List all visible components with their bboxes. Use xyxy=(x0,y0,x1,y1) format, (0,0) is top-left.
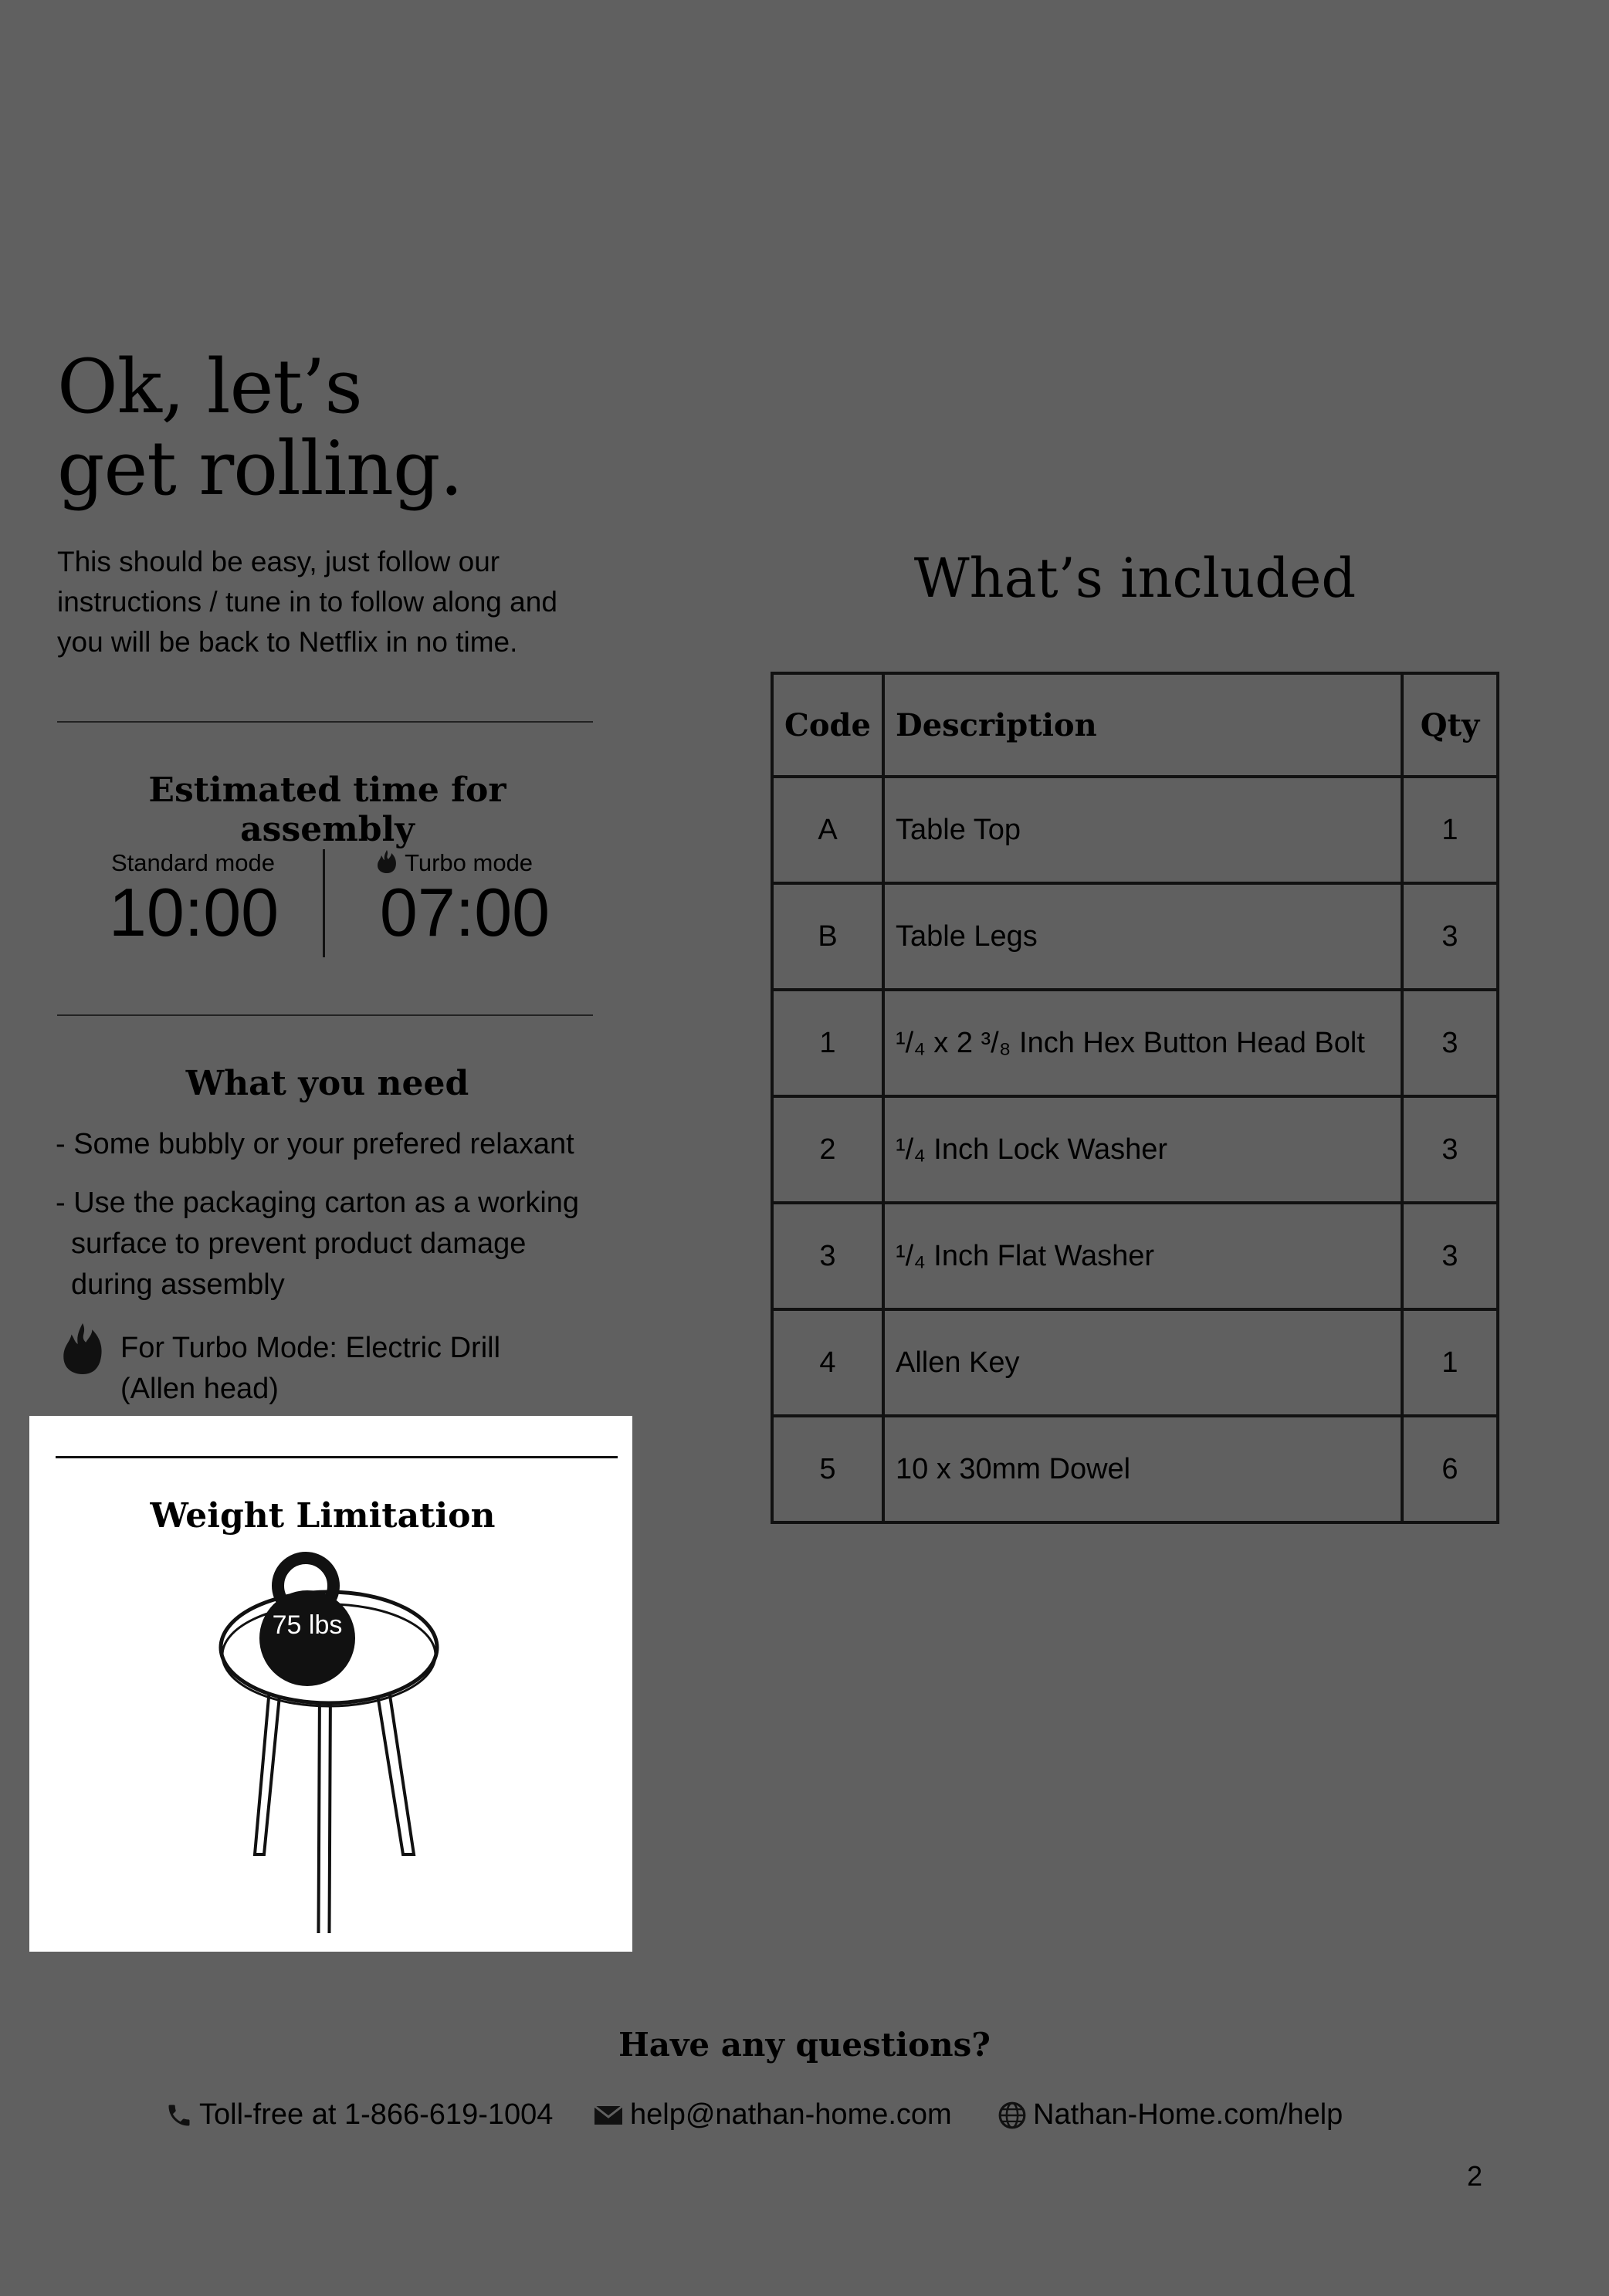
table-row xyxy=(772,1203,1498,1309)
part-code: 3 xyxy=(772,1203,883,1309)
page-title xyxy=(57,346,551,510)
turbo-note: For Turbo Mode: Electric Drill (Allen head) xyxy=(120,1332,501,1405)
part-qty: 3 xyxy=(1402,883,1498,990)
standard-mode-time: 10:00 xyxy=(108,874,279,950)
contact-website[interactable] xyxy=(998,2098,1343,2132)
weight-limit-value: 75 lbs xyxy=(272,1610,343,1640)
part-qty: 3 xyxy=(1402,990,1498,1096)
part-code: 1 xyxy=(772,990,883,1096)
contact-email[interactable] xyxy=(593,2098,952,2132)
part-code: A xyxy=(772,777,883,883)
turbo-mode-label: Turbo mode xyxy=(405,849,534,876)
email-text: help@nathan-home.com xyxy=(630,2098,952,2131)
table-row xyxy=(772,990,1498,1096)
part-code: 2 xyxy=(772,1096,883,1203)
weight-panel xyxy=(29,1416,632,1952)
intro-text: This should be easy, just follow our instructions / tune in to follow along and you will be back to Netflix in no time. xyxy=(57,546,557,658)
part-qty: 1 xyxy=(1402,1309,1498,1416)
flame-icon xyxy=(59,1322,107,1376)
globe-icon xyxy=(998,2101,1027,2130)
included-heading: What’s included xyxy=(913,547,1357,610)
part-qty: 6 xyxy=(1402,1416,1498,1522)
part-description: Allen Key xyxy=(883,1309,1402,1416)
time-divider xyxy=(323,849,325,957)
part-description: Table Top xyxy=(883,777,1402,883)
divider xyxy=(57,721,593,723)
divider xyxy=(56,1456,618,1458)
phone-icon xyxy=(165,2101,193,2129)
header-qty: Qty xyxy=(1402,673,1498,777)
table-row xyxy=(772,777,1498,883)
need-heading: What you need xyxy=(185,1064,469,1103)
phone-text: Toll-free at 1-866-619-1004 xyxy=(199,2098,554,2131)
part-description: Table Legs xyxy=(883,883,1402,990)
part-description: ¹/₄ x 2 ³/₈ Inch Hex Button Head Bolt xyxy=(883,990,1402,1096)
table-row xyxy=(772,1416,1498,1522)
part-qty: 3 xyxy=(1402,1203,1498,1309)
estimate-heading: Estimated time for assembly xyxy=(148,770,506,849)
part-qty: 1 xyxy=(1402,777,1498,883)
page-number: 2 xyxy=(1466,2160,1483,2192)
side-table-illustration xyxy=(199,1539,477,1933)
table-row xyxy=(772,883,1498,990)
part-code: 4 xyxy=(772,1309,883,1416)
need-item: - Use the packaging carton as a working surface to prevent product damage during assembly xyxy=(56,1187,580,1301)
contact-phone[interactable] xyxy=(165,2098,553,2132)
flame-icon xyxy=(375,849,398,874)
header-code: Code xyxy=(772,673,883,777)
header-description: Description xyxy=(883,673,1402,777)
part-description: ¹/₄ Inch Flat Washer xyxy=(883,1203,1402,1309)
table-row xyxy=(772,1096,1498,1203)
turbo-mode-label-group xyxy=(375,849,576,877)
title-line-2: get rolling. xyxy=(57,425,462,512)
need-item: - Some bubbly or your prefered relaxant xyxy=(56,1128,574,1160)
part-code: 5 xyxy=(772,1416,883,1522)
turbo-mode-time: 07:00 xyxy=(379,874,550,950)
table-header-row xyxy=(772,673,1498,777)
part-code: B xyxy=(772,883,883,990)
envelope-icon xyxy=(593,2103,624,2128)
weight-heading: Weight Limitation xyxy=(150,1496,496,1536)
parts-table xyxy=(771,672,1499,1524)
standard-mode-label: Standard mode xyxy=(111,849,275,876)
table-row xyxy=(772,1309,1498,1416)
questions-heading: Have any questions? xyxy=(618,2026,991,2064)
part-qty: 3 xyxy=(1402,1096,1498,1203)
divider xyxy=(57,1014,593,1016)
website-text: Nathan-Home.com/help xyxy=(1033,2098,1343,2131)
title-line-1: Ok, let’s xyxy=(57,344,362,430)
part-description: 10 x 30mm Dowel xyxy=(883,1416,1402,1522)
part-description: ¹/₄ Inch Lock Washer xyxy=(883,1096,1402,1203)
